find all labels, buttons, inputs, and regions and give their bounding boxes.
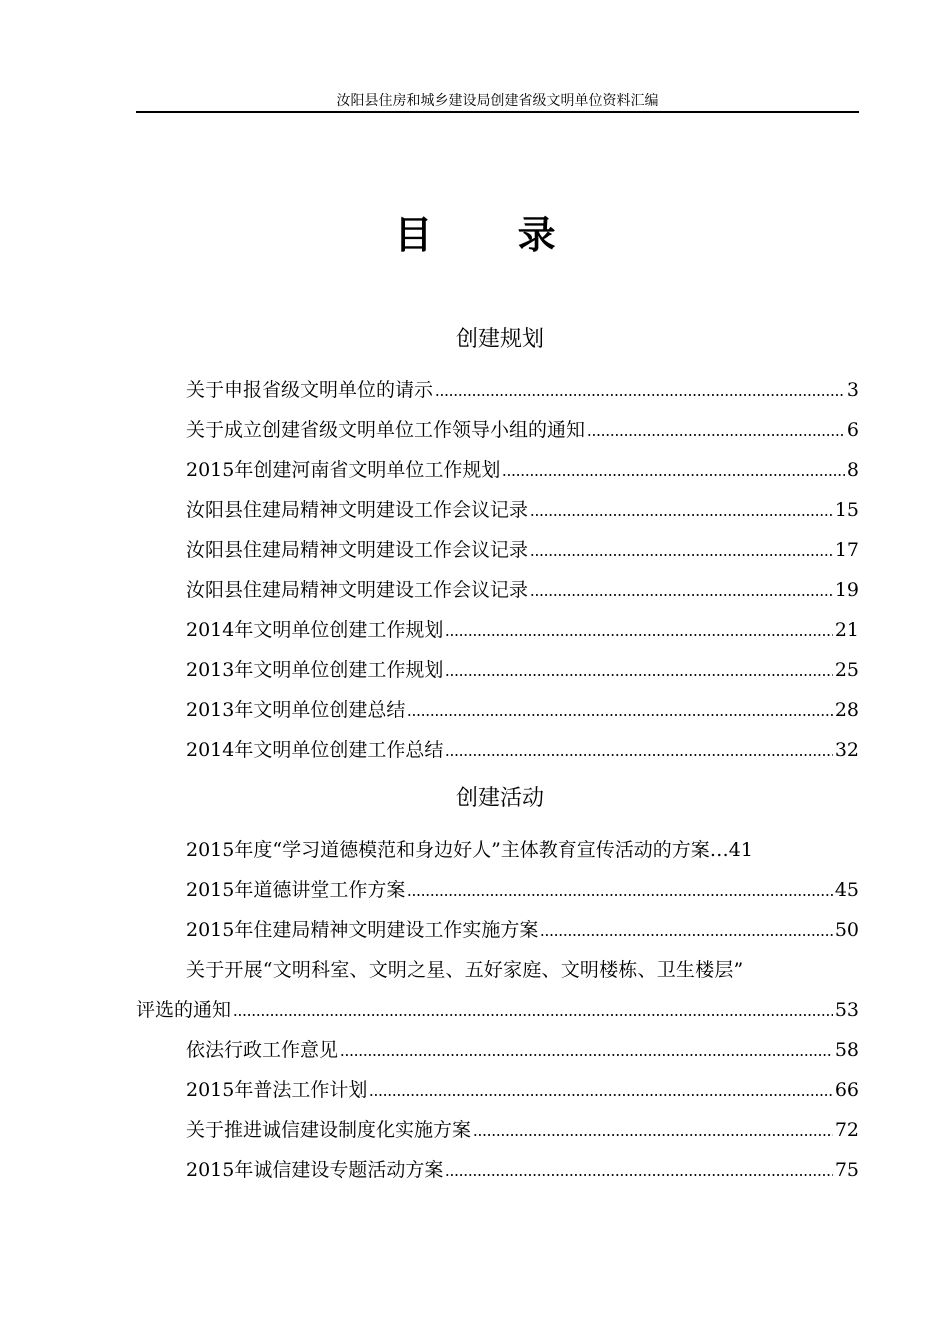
page-title: 目 录 (394, 213, 592, 257)
toc-entry-page: 58 (834, 1039, 859, 1061)
toc-entry-page: 45 (834, 879, 859, 901)
dot-leader (407, 892, 832, 898)
toc-entry-text: 关于申报省级文明单位的请示 (186, 379, 434, 401)
dot-leader (587, 432, 845, 438)
dot-leader (369, 1092, 832, 1098)
toc-entry-page: 21 (834, 619, 859, 641)
dot-leader (407, 712, 832, 718)
dot-leader (530, 512, 833, 518)
running-header: 汝阳县住房和城乡建设局创建省级文明单位资料汇编 (336, 93, 659, 109)
toc-entry-page: 28 (834, 699, 859, 721)
toc-entry-page: 25 (834, 659, 859, 681)
toc-entry-text: 汝阳县住建局精神文明建设工作会议记录 (186, 579, 529, 601)
toc-entry-text: 2015年创建河南省文明单位工作规划 (186, 459, 501, 481)
toc-entry-text: 关于成立创建省级文明单位工作领导小组的通知 (186, 419, 586, 441)
toc-entry-page: 75 (834, 1159, 859, 1181)
dot-leader (445, 752, 832, 758)
toc-entry-page: 15 (834, 499, 859, 521)
toc-entry[interactable] (186, 535, 859, 565)
dot-leader (502, 472, 845, 478)
toc-entry-page: 3 (846, 379, 859, 401)
dot-leader (445, 672, 832, 678)
dot-leader (445, 1172, 832, 1178)
toc-entry-text: 2013年文明单位创建总结 (186, 699, 406, 721)
toc-entry-text: 依法行政工作意见 (186, 1039, 339, 1061)
toc-entry[interactable] (186, 455, 859, 485)
toc-entry-text: 关于推进诚信建设制度化实施方案 (186, 1119, 472, 1141)
toc-entry[interactable] (186, 835, 859, 865)
toc-entry-page: 41 (728, 839, 753, 861)
dot-leader (233, 1012, 833, 1018)
toc-entry[interactable] (186, 575, 859, 605)
toc-entry-text: 2014年文明单位创建工作总结 (186, 739, 444, 761)
dot-leader (340, 1052, 833, 1058)
toc-entry-page: 17 (834, 539, 859, 561)
toc-entry[interactable] (186, 695, 859, 725)
dot-leader (530, 552, 833, 558)
toc-entry-text: 2015年住建局精神文明建设工作实施方案 (186, 919, 539, 941)
toc-entry[interactable] (186, 495, 859, 525)
toc-entry-page: 6 (846, 419, 859, 441)
toc-entry-page: 8 (846, 459, 859, 481)
toc-entry[interactable] (186, 1115, 859, 1145)
toc-entry-page: 19 (834, 579, 859, 601)
toc-entry-text: 2015年道德讲堂工作方案 (186, 879, 406, 901)
dot-leader (530, 592, 833, 598)
toc-entry[interactable] (186, 875, 859, 905)
toc-entry-text: 汝阳县住建局精神文明建设工作会议记录 (186, 539, 529, 561)
toc-entry-text: 2015年普法工作计划 (186, 1079, 368, 1101)
toc-entry-text-line1[interactable]: 关于开展“文明科室、文明之星、五好家庭、文明楼栋、卫生楼层” (186, 959, 744, 981)
dot-leader (540, 932, 832, 938)
toc-entry-page: 50 (834, 919, 859, 941)
dot-leader (473, 1132, 833, 1138)
dot-leader (445, 632, 832, 638)
toc-entry[interactable] (186, 655, 859, 685)
toc-entry-page: 53 (834, 999, 859, 1021)
toc-entry-text-line2: 评选的通知 (136, 999, 232, 1021)
toc-entry[interactable] (186, 735, 859, 765)
toc-entry[interactable] (186, 1155, 859, 1185)
toc-entry[interactable] (186, 415, 859, 445)
toc-entry-text: 2014年文明单位创建工作规划 (186, 619, 444, 641)
toc-entry[interactable] (186, 375, 859, 405)
dot-leader (435, 392, 845, 398)
toc-entry-page: 32 (834, 739, 859, 761)
section-heading-activities: 创建活动 (455, 786, 544, 811)
toc-entry[interactable] (186, 1035, 859, 1065)
toc-entry[interactable] (186, 1075, 859, 1105)
toc-entry-text: 2015年度“学习道德模范和身边好人”主体教育宣传活动的方案… (186, 839, 729, 861)
toc-entry-page: 66 (834, 1079, 859, 1101)
section-heading-planning: 创建规划 (455, 327, 544, 352)
toc-entry-page: 72 (834, 1119, 859, 1141)
toc-entry-text: 2015年诚信建设专题活动方案 (186, 1159, 444, 1181)
toc-entry[interactable] (186, 915, 859, 945)
header-rule (136, 111, 859, 113)
toc-entry-text: 2013年文明单位创建工作规划 (186, 659, 444, 681)
toc-entry[interactable] (186, 615, 859, 645)
toc-entry[interactable] (136, 995, 859, 1025)
toc-entry-text: 汝阳县住建局精神文明建设工作会议记录 (186, 499, 529, 521)
